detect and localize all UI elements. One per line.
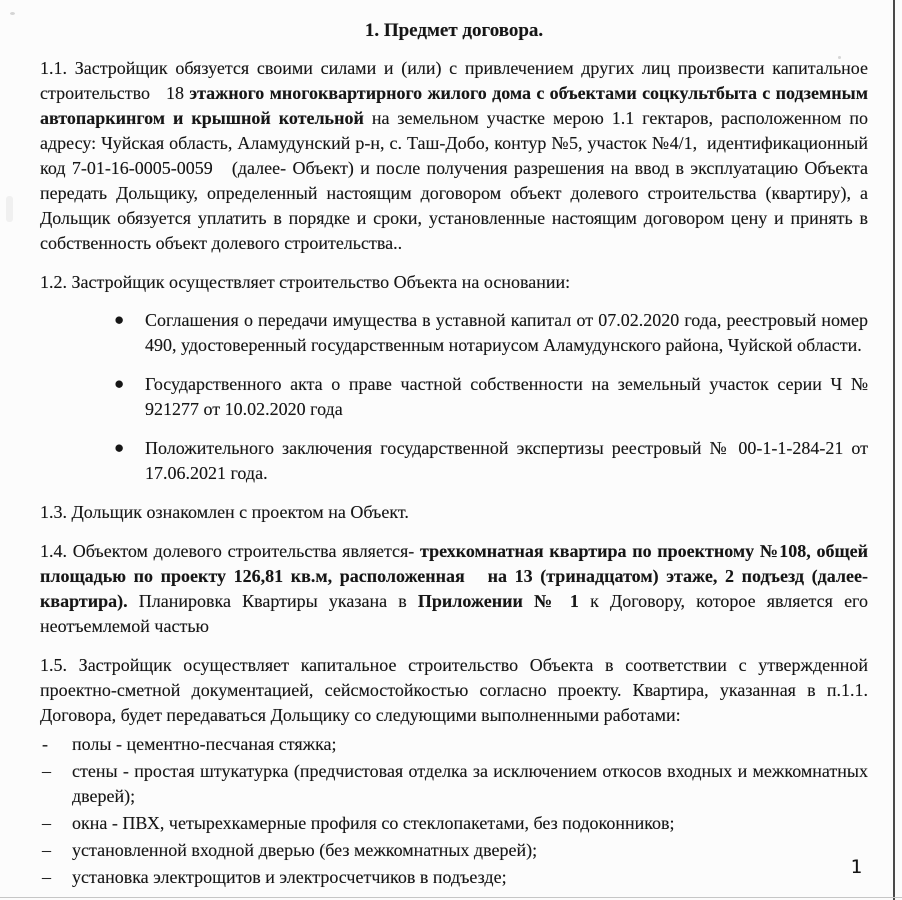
dash-marker: – <box>42 813 51 833</box>
list-item <box>40 436 868 486</box>
bullet-icon: ● <box>114 374 125 393</box>
list-item <box>40 732 868 757</box>
scan-speck <box>6 196 13 222</box>
bullet-icon: ● <box>114 438 125 457</box>
dash-item-text: окна - ПВХ, четырехкамерные профиля со стеклопакетами, без подоконников; <box>72 813 675 833</box>
dash-marker: - <box>42 734 48 754</box>
dash-item-text: установка электрощитов и электросчетчиков в подъезде; <box>72 867 507 887</box>
list-item <box>40 759 868 809</box>
basis-bullet-list <box>40 308 868 486</box>
dash-item-text: установленной входной дверью (без межкомнатных дверей); <box>72 840 538 860</box>
dash-marker: – <box>42 840 51 860</box>
bullet-text: Положительного заключения государственной экспертизы реестровый № 00-1-1-284-21 от 17.06.2021 года. <box>145 438 868 483</box>
works-dash-list <box>40 732 868 890</box>
section-title: 1. Предмет договора. <box>364 20 544 41</box>
list-item <box>40 838 868 863</box>
clause-1-1: 1.1. Застройщик обязуется своими силами и (или) с привлечением других лиц произвести капитальное строительство 18 этажного многоквартирного жилого дома с объектами соцкультбыта с подземным автопаркингом и крышной котельной на земельном участке мерою 1.1 гектаров, расположенном по адресу: Чуйская область, Аламудунский р-н, с. Таш-Добо, контур №5, участок №4/1, идентификационный код 7-01-16-0005-0059 (далее- Объект) и после получения разрешения на ввод в эксплуатацию Объекта передать Дольщику, определенный настоящим договором объект долевого строительства (квартиру), а Дольщик обязуется уплатить в порядке и сроки, установленные настоящим договором цену и принять в собственность объект долевого строительства.. <box>40 58 868 253</box>
dash-marker: – <box>42 867 51 887</box>
list-item <box>40 372 868 422</box>
scan-speck <box>10 12 15 15</box>
bullet-text: Государственного акта о праве частной собственности на земельный участок серии Ч № 921277 от 10.02.2020 года <box>145 374 868 419</box>
page-number: 1 <box>850 856 862 878</box>
clause-1-3: 1.3. Дольщик ознакомлен с проектом на Объект. <box>40 502 409 522</box>
dash-item-text: полы - цементно-песчаная стяжка; <box>72 734 337 754</box>
list-item <box>40 865 868 890</box>
scan-edge-bottom <box>0 897 902 898</box>
clause-1-4: 1.4. Объектом долевого строительства является- трехкомнатная квартира по проектному №108, общей площадью по проекту 126,81 кв.м, расположенная на 13 (тринадцатом) этаже, 2 подъезд (далее- квартира). Планировка Квартиры указана в Приложении № 1 к Договору, которое является его неотъемлемой частью <box>40 541 868 636</box>
document-content <box>40 12 868 890</box>
dash-marker: – <box>42 761 51 781</box>
bullet-icon: ● <box>114 310 125 329</box>
bullet-text: Соглашения о передачи имущества в уставной капитал от 07.02.2020 года, реестровый номер 490, удостоверенный государственным нотариусом Аламудунского района, Чуйской области. <box>145 310 868 355</box>
scan-edge-right <box>893 0 895 900</box>
list-item <box>40 308 868 358</box>
dash-item-text: стены - простая штукатурка (предчистовая отделка за исключением откосов входных и межкомнатных дверей); <box>72 761 868 806</box>
clause-1-5-intro: 1.5. Застройщик осуществляет капитальное строительство Объекта в соответствии с утвержденной проектно-сметной документацией, сейсмостойкостью согласно проекту. Квартира, указанная в п.1.1. Договора, будет передаваться Дольщику со следующими выполненными работами: <box>40 655 868 725</box>
list-item <box>40 811 868 836</box>
clause-1-2-intro: 1.2. Застройщик осуществляет строительство Объекта на основании: <box>40 272 571 292</box>
